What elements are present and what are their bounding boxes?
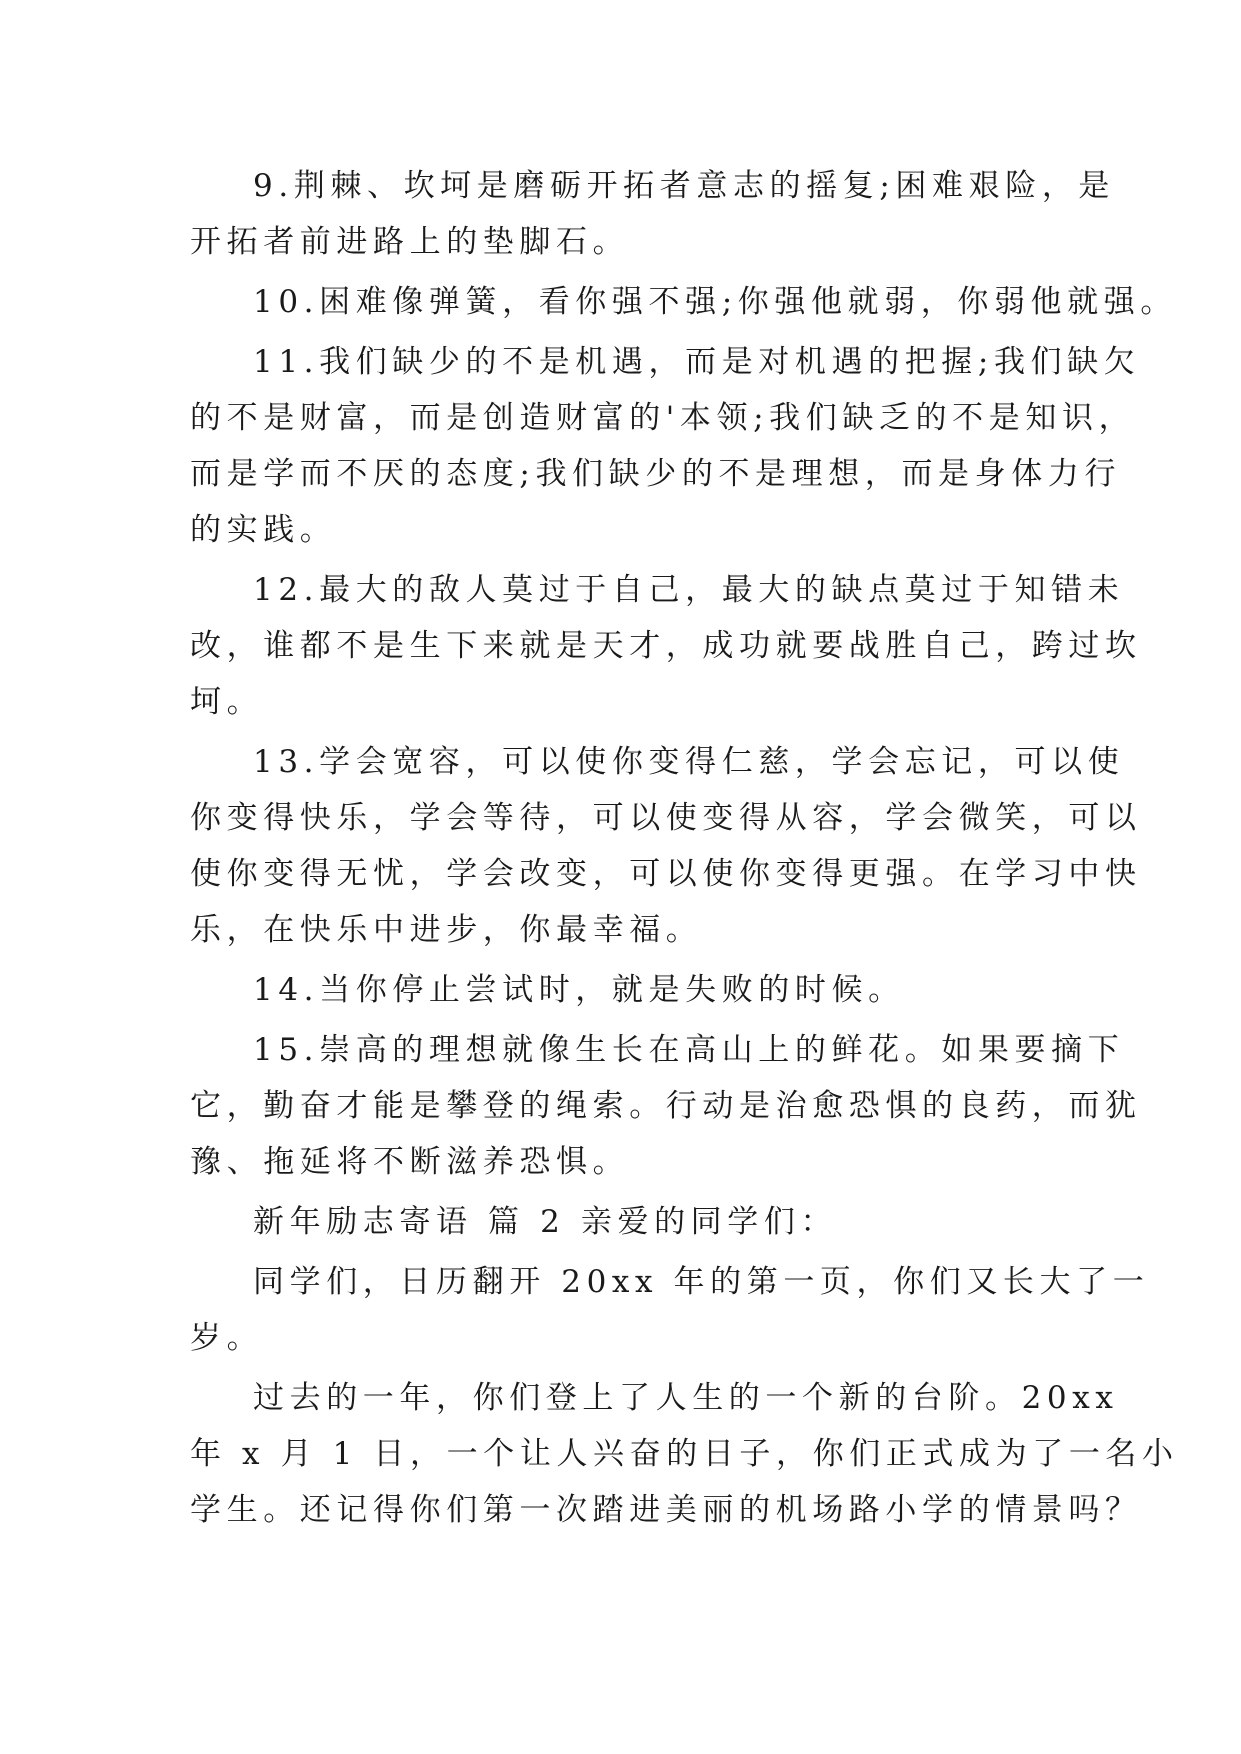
text-line: 15.崇高的理想就像生长在高山上的鲜花。如果要摘下: [253, 1032, 1125, 1068]
text-line: 13.学会宽容，可以使你变得仁慈，学会忘记，可以使: [253, 744, 1125, 780]
text-line: 改，谁都不是生下来就是天才，成功就要战胜自己，跨过坎: [190, 628, 1142, 664]
text-line: 使你变得无忧，学会改变，可以使你变得更强。在学习中快: [190, 856, 1142, 892]
text-line: 10.困难像弹簧，看你强不强;你强他就弱，你弱他就强。: [253, 284, 1177, 320]
text-line: 9.荆棘、坎坷是磨砺开拓者意志的摇复;困难艰险，是: [253, 168, 1116, 204]
text-line: 而是学而不厌的态度;我们缺少的不是理想，而是身体力行: [190, 456, 1122, 492]
text-line: 的不是财富，而是创造财富的'本领;我们缺乏的不是知识，: [190, 400, 1136, 436]
text-line: 年 x 月 1 日，一个让人兴奋的日子，你们正式成为了一名小: [190, 1436, 1179, 1472]
text-line: 同学们，日历翻开 20xx 年的第一页，你们又长大了一: [253, 1264, 1150, 1300]
text-line: 学生。还记得你们第一次踏进美丽的机场路小学的情景吗？: [190, 1492, 1142, 1528]
text-line: 12.最大的敌人莫过于自己，最大的缺点莫过于知错未: [253, 572, 1125, 608]
text-line: 的实践。: [190, 512, 337, 548]
text-line: 过去的一年，你们登上了人生的一个新的台阶。20xx: [253, 1380, 1119, 1416]
text-line: 11.我们缺少的不是机遇，而是对机遇的把握;我们缺欠: [253, 344, 1141, 380]
text-line: 它，勤奋才能是攀登的绳索。行动是治愈恐惧的良药，而犹: [190, 1088, 1142, 1124]
text-line: 岁。: [190, 1320, 264, 1356]
text-line: 开拓者前进路上的垫脚石。: [190, 224, 630, 260]
section-heading: 新年励志寄语 篇 2 亲爱的同学们：: [253, 1204, 838, 1240]
text-line: 14.当你停止尝试时，就是失败的时候。: [253, 972, 905, 1008]
text-line: 豫、拖延将不断滋养恐惧。: [190, 1144, 630, 1180]
text-line: 你变得快乐，学会等待，可以使变得从容，学会微笑，可以: [190, 800, 1142, 836]
text-line: 坷。: [190, 684, 264, 720]
text-line: 乐，在快乐中进步，你最幸福。: [190, 912, 703, 948]
